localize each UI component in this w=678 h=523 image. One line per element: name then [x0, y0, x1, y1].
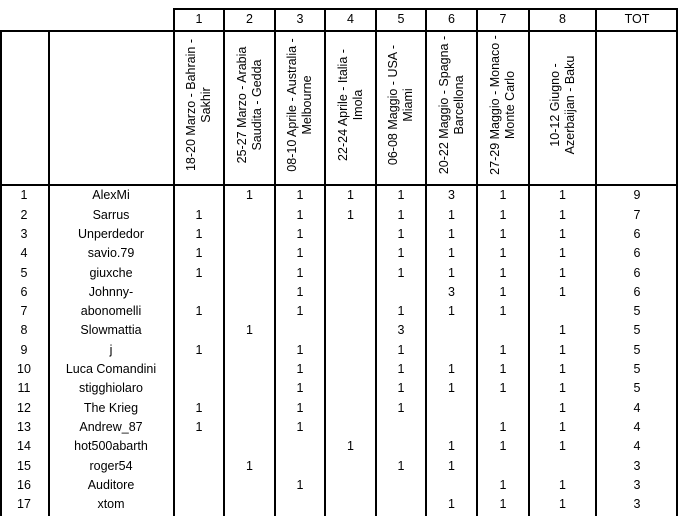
total-cell: 7 — [633, 207, 641, 222]
column-number: 4 — [347, 12, 354, 27]
score-cell — [275, 495, 325, 514]
score-cell: 1 — [448, 458, 455, 473]
score-cell: 1 — [559, 419, 566, 434]
score-cell — [376, 418, 426, 437]
score-cell: 1 — [499, 497, 507, 512]
score-cell: 1 — [448, 304, 455, 319]
score-cell — [325, 456, 376, 475]
column-number: 8 — [559, 12, 566, 27]
rank-cell: 13 — [17, 419, 31, 434]
score-cell: 1 — [246, 323, 253, 338]
race-header — [376, 31, 426, 184]
score-cell: 1 — [397, 458, 405, 473]
score-cell: 1 — [397, 304, 405, 319]
score-cell: 1 — [397, 207, 405, 222]
total-cell: 3 — [633, 497, 641, 512]
score-cell — [174, 283, 224, 302]
score-cell: 1 — [397, 188, 405, 203]
player-name: savio.79 — [87, 246, 135, 261]
player-name: Auditore — [87, 477, 135, 492]
score-cell — [174, 379, 224, 398]
player-name: Andrew_87 — [79, 419, 143, 434]
player-name: roger54 — [89, 458, 133, 473]
race-header — [174, 31, 224, 184]
score-cell: 1 — [397, 362, 405, 377]
score-cell — [224, 495, 275, 514]
score-cell — [325, 360, 376, 379]
score-cell — [325, 340, 376, 359]
score-cell — [224, 205, 275, 224]
score-cell — [325, 476, 376, 495]
race-header-label: 10-12 Giugno - Azerbaijan - Baku — [547, 55, 577, 155]
score-cell: 1 — [559, 439, 566, 454]
score-cell — [224, 398, 275, 417]
score-cell: 1 — [296, 400, 304, 415]
race-header — [224, 31, 275, 184]
score-cell — [224, 283, 275, 302]
score-cell: 1 — [559, 323, 566, 338]
score-cell — [325, 225, 376, 244]
player-name: hot500abarth — [74, 439, 148, 454]
score-cell: 1 — [559, 284, 566, 299]
score-cell: 1 — [559, 342, 566, 357]
score-cell: 1 — [559, 362, 566, 377]
score-cell — [224, 263, 275, 282]
score-cell: 1 — [499, 246, 507, 261]
rank-cell: 7 — [20, 304, 28, 319]
column-number: 1 — [195, 12, 203, 27]
player-name: xtom — [97, 497, 125, 512]
race-header-label: 18-20 Marzo - Bahrain - Sakhir — [184, 39, 213, 172]
total-cell: 3 — [633, 458, 641, 473]
player-name: Unperdedor — [77, 226, 144, 241]
score-cell — [325, 244, 376, 263]
total-cell: 4 — [633, 419, 641, 434]
score-cell — [477, 456, 529, 475]
race-header-label: 27-29 Maggio - Monaco - Monte Carlo — [488, 35, 517, 175]
score-cell — [376, 283, 426, 302]
score-cell: 1 — [195, 265, 203, 280]
score-cell — [325, 398, 376, 417]
score-cell — [376, 437, 426, 456]
score-cell: 1 — [448, 381, 455, 396]
row-divider — [0, 184, 676, 186]
race-header — [477, 31, 529, 184]
column-divider — [173, 8, 175, 516]
score-cell: 1 — [559, 207, 566, 222]
score-cell: 1 — [296, 381, 304, 396]
score-cell — [174, 476, 224, 495]
score-cell: 1 — [499, 419, 507, 434]
score-cell: 1 — [195, 400, 203, 415]
player-name: The Krieg — [83, 400, 139, 415]
player-name: AlexMi — [92, 188, 130, 203]
score-cell: 1 — [195, 342, 203, 357]
total-cell: 5 — [633, 362, 641, 377]
score-cell: 1 — [448, 226, 455, 241]
score-cell — [174, 437, 224, 456]
score-cell: 1 — [347, 439, 354, 454]
score-cell: 1 — [499, 439, 507, 454]
total-cell: 9 — [633, 188, 641, 203]
score-cell — [174, 456, 224, 475]
score-cell: 1 — [397, 400, 405, 415]
column-divider — [595, 8, 597, 516]
score-cell: 1 — [397, 381, 405, 396]
player-name: Sarrus — [92, 207, 130, 222]
player-name: j — [109, 342, 113, 357]
score-cell — [325, 418, 376, 437]
race-header-label: 25-27 Marzo - Arabia Saudita - Gedda — [234, 46, 264, 164]
race-header — [275, 31, 325, 184]
column-divider — [324, 8, 326, 516]
score-cell — [325, 495, 376, 514]
rank-cell: 8 — [20, 323, 28, 338]
score-cell: 1 — [397, 226, 405, 241]
total-cell: 5 — [633, 342, 641, 357]
score-cell: 1 — [499, 362, 507, 377]
score-cell: 1 — [296, 207, 304, 222]
score-cell: 1 — [559, 188, 566, 203]
total-cell: 4 — [633, 400, 641, 415]
score-cell: 1 — [499, 188, 507, 203]
race-header — [426, 31, 477, 184]
column-divider — [528, 8, 530, 516]
score-cell — [224, 340, 275, 359]
total-cell: 4 — [633, 439, 641, 454]
score-cell: 3 — [448, 284, 455, 299]
score-cell: 1 — [347, 188, 354, 203]
score-cell: 1 — [499, 304, 507, 319]
race-header — [529, 31, 596, 184]
player-name: stigghiolaro — [79, 381, 143, 396]
race-header-label: 06-08 Maggio - USA - Miami — [386, 44, 415, 166]
column-number: 7 — [499, 12, 507, 27]
rank-cell: 16 — [17, 477, 31, 492]
score-cell: 1 — [397, 342, 405, 357]
rank-cell: 12 — [17, 400, 31, 415]
column-number: 5 — [397, 12, 405, 27]
score-cell: 1 — [296, 304, 304, 319]
score-cell — [224, 225, 275, 244]
player-name: Slowmattia — [80, 323, 142, 338]
rank-cell: 14 — [17, 439, 31, 454]
score-cell: 1 — [559, 226, 566, 241]
score-cell — [529, 456, 596, 475]
score-cell — [325, 302, 376, 321]
score-cell: 3 — [448, 188, 455, 203]
score-cell: 1 — [296, 284, 304, 299]
score-cell: 1 — [559, 400, 566, 415]
score-cell — [275, 456, 325, 475]
score-cell: 1 — [296, 246, 304, 261]
total-cell: 6 — [633, 246, 641, 261]
score-cell — [529, 302, 596, 321]
total-cell: 5 — [633, 381, 641, 396]
rank-cell: 15 — [17, 458, 31, 473]
column-divider — [375, 8, 377, 516]
rank-cell: 17 — [17, 497, 31, 512]
score-cell: 1 — [448, 207, 455, 222]
score-cell — [224, 418, 275, 437]
score-cell: 1 — [499, 477, 507, 492]
score-cell: 1 — [559, 265, 566, 280]
score-cell — [325, 263, 376, 282]
column-divider — [476, 8, 478, 516]
score-cell — [174, 495, 224, 514]
race-header-label: 20-22 Maggio - Spagna - Barcellona — [436, 35, 466, 175]
score-cell: 1 — [397, 265, 405, 280]
score-cell — [174, 186, 224, 205]
score-cell: 3 — [397, 323, 405, 338]
score-cell: 1 — [296, 342, 304, 357]
column-divider — [223, 8, 225, 516]
score-cell — [376, 495, 426, 514]
score-cell — [224, 360, 275, 379]
race-header — [325, 31, 376, 184]
score-cell — [174, 321, 224, 340]
column-number: 3 — [296, 12, 304, 27]
score-cell: 1 — [347, 207, 354, 222]
score-cell — [426, 340, 477, 359]
score-cell: 1 — [296, 188, 304, 203]
score-cell: 1 — [448, 265, 455, 280]
score-cell — [325, 379, 376, 398]
score-cell — [325, 283, 376, 302]
score-cell: 1 — [195, 226, 203, 241]
total-cell: 6 — [633, 226, 641, 241]
score-cell: 1 — [499, 342, 507, 357]
score-cell — [325, 321, 376, 340]
score-cell — [477, 321, 529, 340]
rank-cell: 2 — [20, 207, 28, 222]
score-cell — [224, 437, 275, 456]
score-cell — [376, 476, 426, 495]
total-cell: 6 — [633, 265, 641, 280]
score-cell — [224, 379, 275, 398]
race-header-label: 22-24 Aprile - Italia - Imola — [335, 49, 365, 161]
column-divider — [274, 8, 276, 516]
race-header-label: 08-10 Aprile - Australia - Melbourne — [285, 38, 314, 172]
score-cell — [224, 476, 275, 495]
score-cell: 1 — [296, 419, 304, 434]
score-cell: 1 — [195, 246, 203, 261]
score-cell — [426, 398, 477, 417]
score-cell: 1 — [448, 497, 455, 512]
score-cell: 1 — [499, 284, 507, 299]
score-cell — [275, 437, 325, 456]
score-cell: 1 — [559, 497, 566, 512]
rank-cell: 5 — [20, 265, 28, 280]
column-number: 6 — [448, 12, 455, 27]
score-cell: 1 — [559, 246, 566, 261]
score-cell: 1 — [195, 419, 203, 434]
score-cell — [174, 360, 224, 379]
score-cell: 1 — [448, 362, 455, 377]
score-cell: 1 — [296, 226, 304, 241]
score-cell: 1 — [397, 246, 405, 261]
score-cell — [426, 418, 477, 437]
column-number: 2 — [246, 12, 253, 27]
score-cell — [224, 244, 275, 263]
score-cell — [275, 321, 325, 340]
score-cell: 1 — [246, 188, 253, 203]
score-cell: 1 — [448, 439, 455, 454]
tot-header: TOT — [624, 12, 650, 27]
score-cell: 1 — [499, 381, 507, 396]
row-divider — [0, 30, 676, 32]
score-cell: 1 — [559, 381, 566, 396]
rank-cell: 9 — [20, 342, 28, 357]
score-cell — [477, 398, 529, 417]
score-cell: 1 — [559, 477, 566, 492]
score-cell: 1 — [246, 458, 253, 473]
player-name: abonomelli — [80, 304, 142, 319]
player-name: Johnny- — [88, 284, 134, 299]
score-cell — [426, 321, 477, 340]
rank-cell: 11 — [17, 381, 31, 396]
score-cell: 1 — [499, 265, 507, 280]
score-cell — [426, 476, 477, 495]
score-cell: 1 — [195, 207, 203, 222]
column-divider — [0, 30, 2, 516]
total-cell: 5 — [633, 323, 641, 338]
column-divider — [48, 30, 50, 516]
total-cell: 6 — [633, 284, 641, 299]
score-cell — [224, 302, 275, 321]
score-cell: 1 — [499, 226, 507, 241]
score-cell: 1 — [195, 304, 203, 319]
rank-cell: 1 — [20, 188, 28, 203]
player-name: Luca Comandini — [65, 362, 157, 377]
column-divider — [425, 8, 427, 516]
player-name: giuxche — [89, 265, 133, 280]
rank-cell: 3 — [20, 226, 28, 241]
total-cell: 5 — [633, 304, 641, 319]
score-cell: 1 — [296, 362, 304, 377]
rank-cell: 4 — [20, 246, 28, 261]
score-cell: 1 — [296, 477, 304, 492]
score-cell: 1 — [448, 246, 455, 261]
score-cell: 1 — [499, 207, 507, 222]
rank-cell: 10 — [17, 362, 31, 377]
total-cell: 3 — [633, 477, 641, 492]
rank-cell: 6 — [20, 284, 28, 299]
score-cell: 1 — [296, 265, 304, 280]
